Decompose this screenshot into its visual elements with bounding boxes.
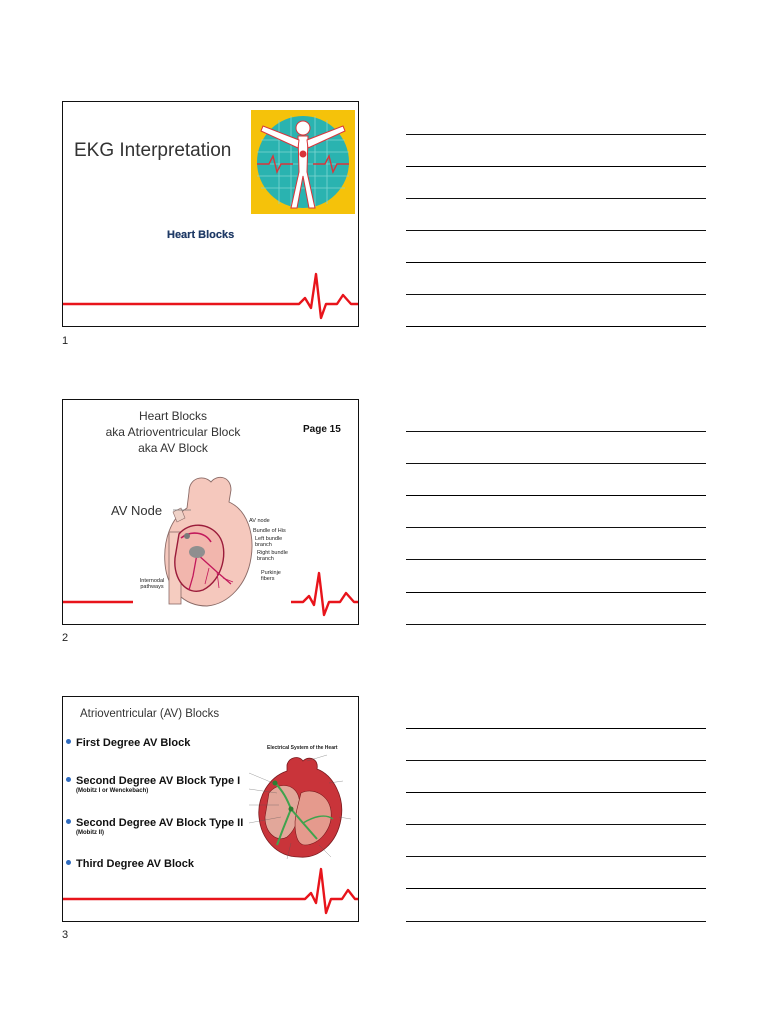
slide-number: 2 [62,632,69,644]
ekg-trace [63,400,359,625]
bullet-item: First Degree AV Block [66,737,190,749]
bullet-item: Second Degree AV Block Type I (Mobitz I or Wenckebach) [66,775,240,794]
slide-title: EKG Interpretation [74,140,232,161]
note-line [406,431,706,432]
diagram-label: Purkinje fibers [261,570,281,582]
note-line [406,921,706,922]
note-line [406,824,706,825]
note-line [406,792,706,793]
note-line [406,294,706,295]
note-line [406,728,706,729]
slide-2 [62,399,359,625]
note-line [406,559,706,560]
diagram-label: AV node [249,518,270,524]
title-line: Heart Blocks [138,409,208,423]
ekg-trace [63,697,359,922]
title-line: aka Atrioventricular Block [105,425,241,439]
title-line: aka AV Block [138,441,208,455]
slide-1 [62,101,359,327]
diagram-title: Electrical System of the Heart [267,745,338,751]
note-line [406,262,706,263]
note-line [406,134,706,135]
note-line [406,463,706,464]
note-line [406,760,706,761]
diagram-label: Internodal pathways [139,578,165,590]
bullet-note: (Mobitz I or Wenckebach) [76,788,149,794]
bullet-note: (Mobitz II) [76,830,104,836]
av-node-label: AV Node [111,503,163,518]
diagram-label: Bundle of His [253,528,286,534]
note-line [406,856,706,857]
slide-subtitle: Heart Blocks [167,229,235,241]
note-line [406,527,706,528]
note-line [406,592,706,593]
page-reference: Page 15 [303,424,341,435]
note-line [406,326,706,327]
diagram-label: Right bundle branch [257,550,288,562]
slide-number: 3 [62,929,69,941]
note-line [406,495,706,496]
note-line [406,230,706,231]
note-line [406,888,706,889]
note-line [406,166,706,167]
slide-number: 1 [62,335,69,347]
diagram-label: Left bundle branch [255,536,283,548]
slide-title: Atrioventricular (AV) Blocks [80,708,220,720]
ekg-trace [63,102,359,327]
bullet-item: Second Degree AV Block Type II (Mobitz II) [66,817,243,836]
note-line [406,624,706,625]
bullet-item: Third Degree AV Block [66,858,194,870]
slide-3 [62,696,359,922]
note-line [406,198,706,199]
